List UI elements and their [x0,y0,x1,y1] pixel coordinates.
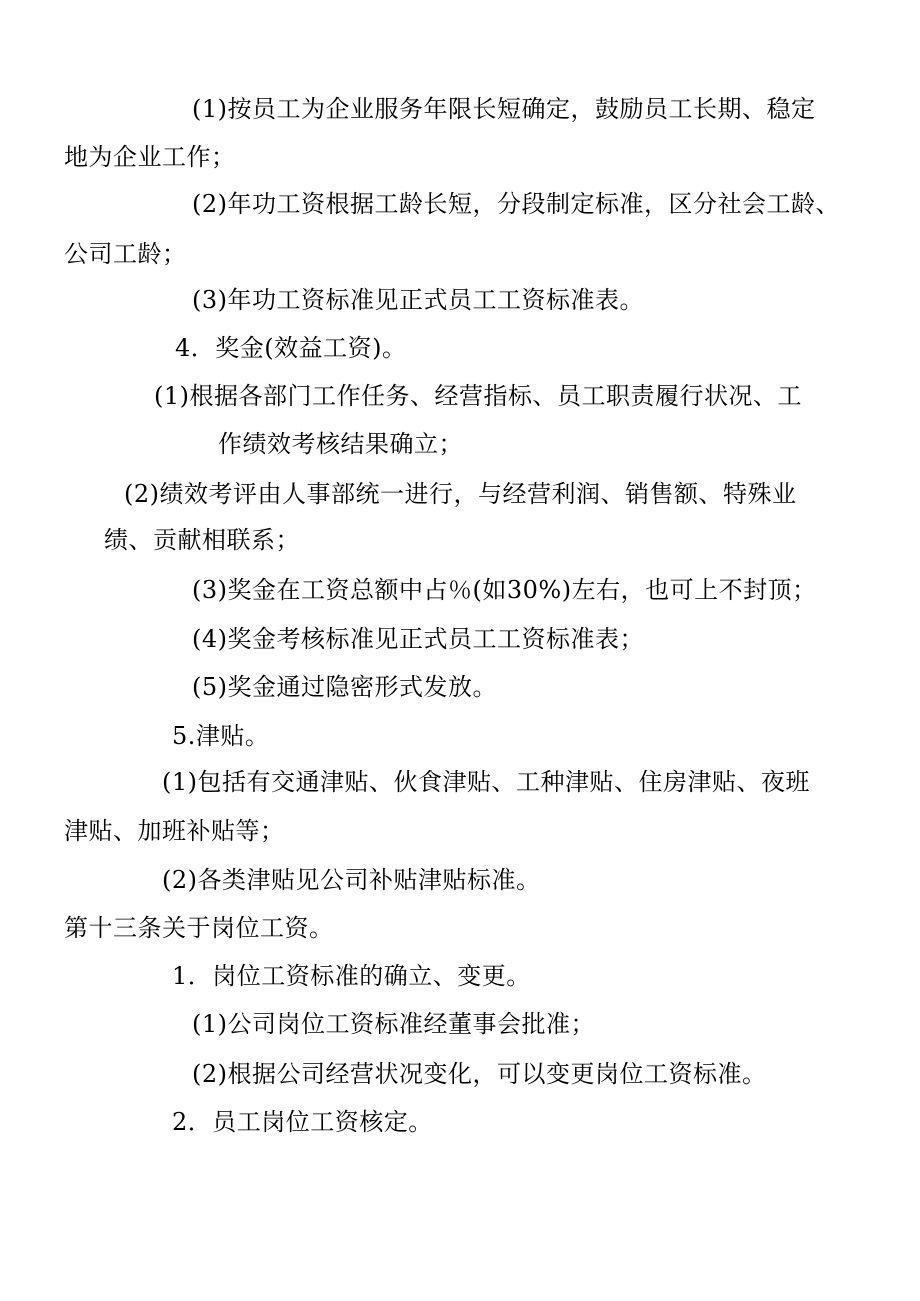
paragraph-line: (1)按员工为企业服务年限长短确定，鼓励员工长期、稳定 [192,95,816,123]
paragraph-line: (2)各类津贴见公司补贴津贴标准。 [162,866,541,894]
section-heading: 1．岗位工资标准的确立、变更。 [172,962,531,990]
paragraph-line: 作绩效考核结果确立； [218,430,463,458]
paragraph-line: (1)公司岗位工资标准经董事会批准； [192,1010,595,1038]
paragraph-line: 津贴、加班补贴等； [64,817,285,845]
paragraph-line: 公司工龄； [64,240,187,268]
article-heading: 第十三条关于岗位工资。 [64,914,334,942]
paragraph-line: 地为企业工作； [64,143,236,171]
paragraph-line: (3)奖金在工资总额中占％(如30%)左右，也可上不封顶； [192,576,817,604]
paragraph-line: (2)绩效考评由人事部统一进行，与经营利润、销售额、特殊业 [124,480,797,508]
paragraph-line: 绩、贡献相联系； [104,526,300,554]
paragraph-line: (1)包括有交通津贴、伙食津贴、工种津贴、住房津贴、夜班 [162,768,810,796]
paragraph-line: (2)根据公司经营状况变化，可以变更岗位工资标准。 [192,1060,767,1088]
section-heading: 5.津贴。 [172,722,270,750]
paragraph-line: (2)年功工资根据工龄长短，分段制定标准，区分社会工龄、 [192,190,840,218]
section-heading: 2．员工岗位工资核定。 [172,1108,433,1136]
paragraph-line: (5)奖金通过隐密形式发放。 [192,673,497,701]
paragraph-line: (1)根据各部门工作任务、经营指标、员工职责履行状况、工 [154,382,802,410]
section-heading: 4．奖金(效益工资)。 [175,334,407,362]
paragraph-line: (3)年功工资标准见正式员工工资标准表。 [192,286,644,314]
paragraph-line: (4)奖金考核标准见正式员工工资标准表； [192,625,644,653]
